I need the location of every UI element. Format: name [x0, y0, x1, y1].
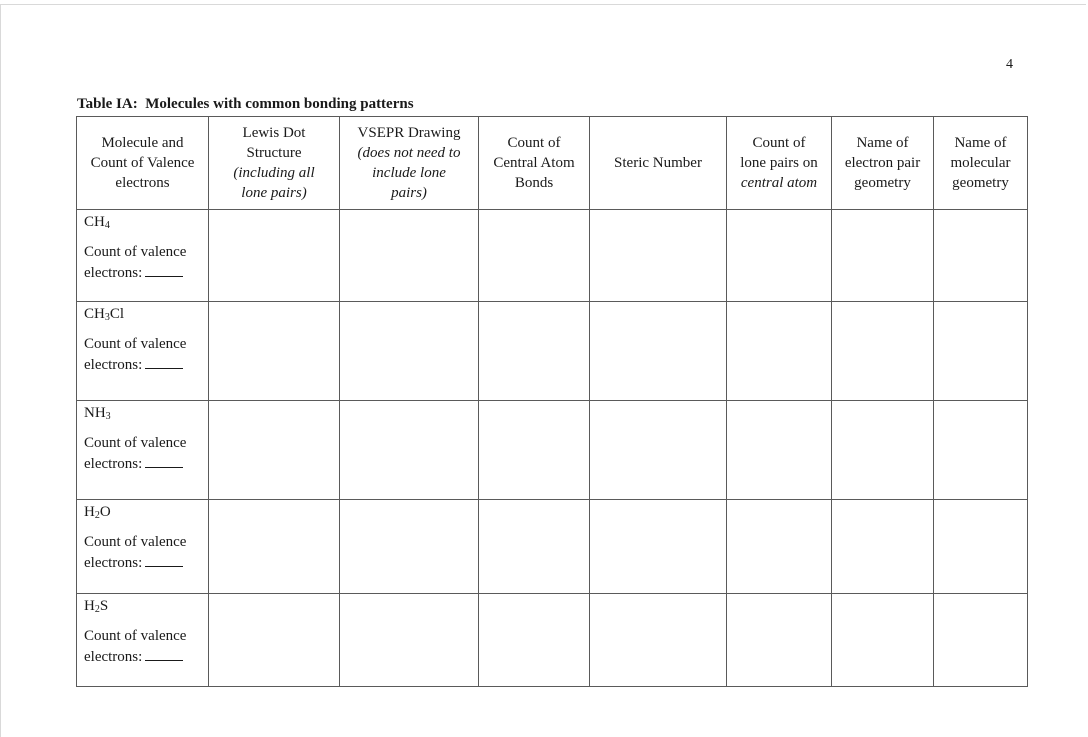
molecule-formula: $NH_3$ [84, 405, 111, 422]
molecule-formula: $H_2O$ [84, 504, 111, 521]
steric-number-cell[interactable] [590, 594, 727, 687]
header-line: Count of [507, 135, 561, 151]
steric-number-cell[interactable] [590, 401, 727, 500]
header-line: Bonds [514, 175, 554, 191]
steric-number-cell[interactable] [590, 210, 727, 302]
worksheet-table [76, 116, 1028, 687]
header-line: Count of Valence [90, 155, 195, 171]
header-line: (including all [233, 165, 315, 181]
electrons-blank[interactable] [145, 262, 183, 277]
header-line: lone pairs) [241, 185, 307, 201]
table-row [77, 401, 1028, 500]
header-vsepr-drawing [340, 117, 479, 210]
header-row [77, 117, 1028, 210]
central-atom-bonds-cell[interactable] [479, 594, 590, 687]
molecular-geometry-cell[interactable] [934, 302, 1028, 401]
molecular-geometry-cell[interactable] [934, 594, 1028, 687]
lewis-dot-cell[interactable] [209, 594, 340, 687]
molecular-geometry-cell[interactable] [934, 500, 1028, 594]
valence-count-label: Count of valence [84, 628, 187, 644]
header-central-atom-bonds [479, 117, 590, 210]
table-row [77, 500, 1028, 594]
header-line: Molecule and [101, 135, 184, 151]
header-line: Count of [752, 135, 806, 151]
lone-pairs-cell[interactable] [727, 210, 832, 302]
electrons-label: electrons: [84, 456, 143, 472]
header-line: electrons [115, 175, 170, 191]
header-line: (does not need to [357, 145, 461, 161]
header-lone-pairs [727, 117, 832, 210]
molecular-geometry-cell[interactable] [934, 401, 1028, 500]
lone-pairs-cell[interactable] [727, 500, 832, 594]
steric-number-cell[interactable] [590, 500, 727, 594]
header-lewis-dot [209, 117, 340, 210]
electrons-label: electrons: [84, 555, 143, 571]
header-line: geometry [854, 175, 911, 191]
electrons-label: electrons: [84, 357, 143, 373]
vsepr-drawing-cell[interactable] [340, 500, 479, 594]
lone-pairs-cell[interactable] [727, 401, 832, 500]
header-line: Name of [954, 135, 1007, 151]
header-line: lone pairs on [740, 155, 818, 171]
table-row [77, 210, 1028, 302]
central-atom-bonds-cell[interactable] [479, 210, 590, 302]
electron-pair-geometry-cell[interactable] [832, 401, 934, 500]
molecule-cell [77, 500, 209, 594]
header-line: Structure [246, 145, 302, 161]
header-line: Steric Number [614, 155, 702, 171]
electrons-blank[interactable] [145, 646, 183, 661]
table-title: Table IA: Molecules with common bonding patterns [77, 96, 414, 112]
header-steric-number [590, 117, 727, 210]
header-line: pairs) [391, 185, 427, 201]
table-row [77, 594, 1028, 687]
vsepr-drawing-cell[interactable] [340, 594, 479, 687]
header-line: geometry [952, 175, 1009, 191]
header-molecule [77, 117, 209, 210]
electron-pair-geometry-cell[interactable] [832, 500, 934, 594]
table-row [77, 302, 1028, 401]
page-number: 4 [1006, 57, 1013, 72]
electrons-blank[interactable] [145, 354, 183, 369]
lone-pairs-cell[interactable] [727, 302, 832, 401]
molecule-cell [77, 302, 209, 401]
electron-pair-geometry-cell[interactable] [832, 594, 934, 687]
electrons-label: electrons: [84, 649, 143, 665]
electron-pair-geometry-cell[interactable] [832, 302, 934, 401]
molecule-formula: $CH_4$ [84, 214, 110, 231]
lewis-dot-cell[interactable] [209, 401, 340, 500]
vsepr-drawing-cell[interactable] [340, 302, 479, 401]
central-atom-bonds-cell[interactable] [479, 302, 590, 401]
header-line: molecular [950, 155, 1011, 171]
lewis-dot-cell[interactable] [209, 500, 340, 594]
header-line: VSEPR Drawing [357, 125, 461, 141]
header-electron-pair-geometry [832, 117, 934, 210]
steric-number-cell[interactable] [590, 302, 727, 401]
electrons-label: electrons: [84, 265, 143, 281]
header-line: central atom [740, 175, 818, 191]
header-line: include lone [372, 165, 446, 181]
molecule-formula: $H_2S$ [84, 598, 109, 615]
central-atom-bonds-cell[interactable] [479, 500, 590, 594]
valence-count-label: Count of valence [84, 244, 187, 260]
header-molecular-geometry [934, 117, 1028, 210]
lewis-dot-cell[interactable] [209, 302, 340, 401]
electron-pair-geometry-cell[interactable] [832, 210, 934, 302]
molecule-formula: $CH_3Cl$ [84, 306, 125, 323]
valence-count-label: Count of valence [84, 435, 187, 451]
lone-pairs-cell[interactable] [727, 594, 832, 687]
central-atom-bonds-cell[interactable] [479, 401, 590, 500]
header-line: electron pair [844, 155, 921, 171]
electrons-blank[interactable] [145, 453, 183, 468]
valence-count-label: Count of valence [84, 336, 187, 352]
molecular-geometry-cell[interactable] [934, 210, 1028, 302]
electrons-blank[interactable] [145, 552, 183, 567]
lewis-dot-cell[interactable] [209, 210, 340, 302]
header-line: Central Atom [493, 155, 575, 171]
molecule-cell [77, 210, 209, 302]
molecule-cell [77, 594, 209, 687]
valence-count-label: Count of valence [84, 534, 187, 550]
molecule-cell [77, 401, 209, 500]
vsepr-drawing-cell[interactable] [340, 401, 479, 500]
vsepr-drawing-cell[interactable] [340, 210, 479, 302]
header-line: Name of [856, 135, 909, 151]
header-line: Lewis Dot [242, 125, 306, 141]
